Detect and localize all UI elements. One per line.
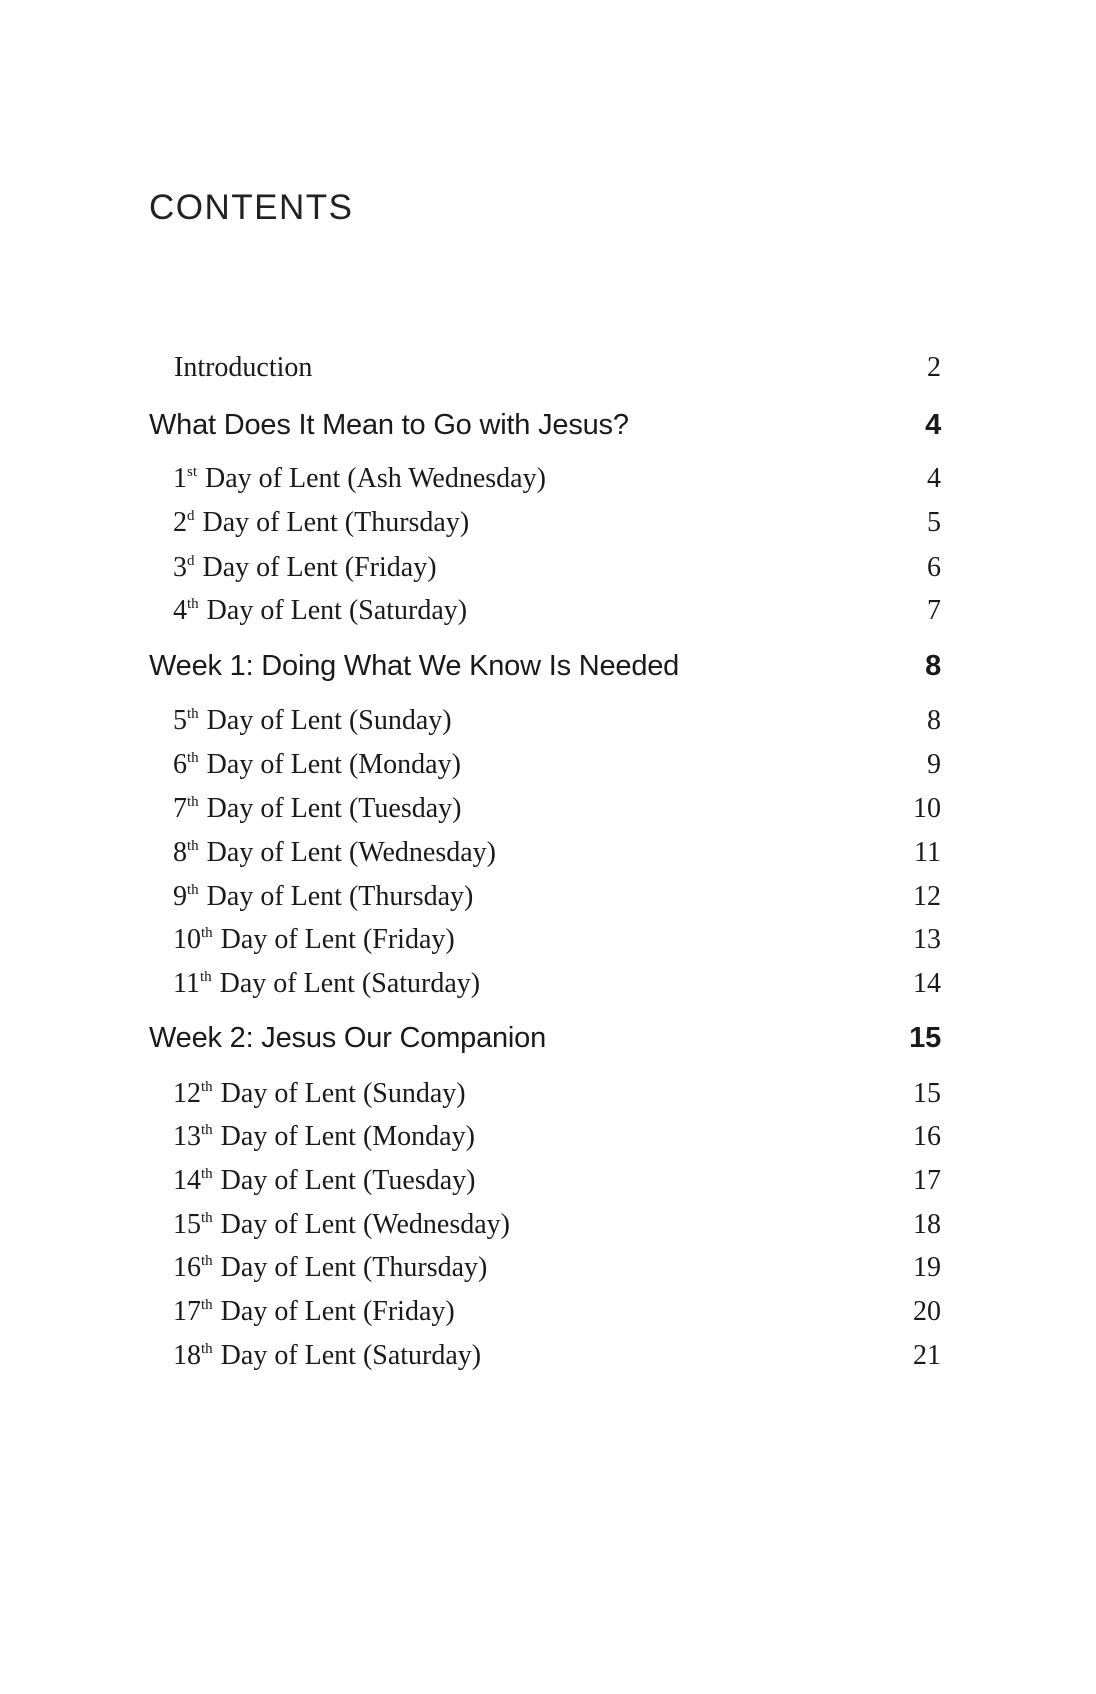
toc-entry-introduction[interactable] bbox=[149, 352, 941, 384]
toc-entry[interactable]: 14th Day of Lent (Tuesday) 17 bbox=[173, 1165, 941, 1196]
toc-page-number: 12 bbox=[913, 881, 941, 912]
toc-section-week-1[interactable] bbox=[149, 650, 941, 683]
toc-page-number: 6 bbox=[927, 552, 941, 583]
toc-page-number: 8 bbox=[925, 650, 941, 682]
toc-entry-label: Day of Lent (Wednesday) bbox=[199, 837, 496, 868]
toc-entry[interactable]: 5th Day of Lent (Sunday) 8 bbox=[173, 705, 941, 736]
toc-entry[interactable]: 3$^d$ Day of Lent (Friday) 6 bbox=[173, 552, 941, 583]
toc-entry-label: Day of Lent (Saturday) bbox=[199, 595, 468, 626]
toc-page-number: 9 bbox=[927, 749, 941, 780]
toc-entry[interactable]: 10th Day of Lent (Friday) 13 bbox=[173, 924, 941, 955]
toc-section-label: Week 1: Doing What We Know Is Needed bbox=[149, 650, 680, 682]
toc-entry-label: Day of Lent (Saturday) bbox=[213, 1340, 482, 1371]
toc-entry-label: Day of Lent (Monday) bbox=[199, 749, 461, 780]
toc-entry[interactable]: 12th Day of Lent (Sunday) 15 bbox=[173, 1078, 941, 1109]
toc-page-number: 2 bbox=[927, 352, 941, 383]
toc-entry-label: Day of Lent (Tuesday) bbox=[199, 793, 462, 824]
toc-page-number: 4 bbox=[925, 409, 941, 441]
toc-page-number: 18 bbox=[913, 1209, 941, 1240]
toc-page-number: 16 bbox=[913, 1121, 941, 1152]
toc-entry[interactable]: 4th Day of Lent (Saturday) 7 bbox=[173, 595, 941, 626]
toc-page-number: 21 bbox=[913, 1340, 941, 1371]
toc-entry-label: Day of Lent (Friday) bbox=[213, 924, 455, 955]
toc-entry[interactable]: 2$^d$ Day of Lent (Thursday) 5 bbox=[173, 507, 941, 538]
toc-entry-label: Day of Lent (Tuesday) bbox=[213, 1165, 476, 1196]
toc-entry-label: Day of Lent (Friday) bbox=[195, 552, 437, 583]
toc-page-number: 7 bbox=[927, 595, 941, 626]
toc-entry[interactable]: 17th Day of Lent (Friday) 20 bbox=[173, 1296, 941, 1327]
toc-page-number: 8 bbox=[927, 705, 941, 736]
toc-entry-label: Day of Lent (Thursday) bbox=[199, 881, 474, 912]
toc-page-number: 15 bbox=[913, 1078, 941, 1109]
toc-entry-label: Day of Lent (Saturday) bbox=[212, 968, 481, 999]
toc-entry[interactable]: 11th Day of Lent (Saturday) 14 bbox=[173, 968, 941, 999]
toc-section-what-does-it-mean[interactable] bbox=[149, 409, 941, 442]
toc-entry-label: Day of Lent (Thursday) bbox=[195, 507, 470, 538]
page-title: CONTENTS bbox=[149, 188, 354, 227]
toc-entry[interactable]: 1st Day of Lent (Ash Wednesday) 4 bbox=[173, 463, 941, 494]
toc-page-number: 19 bbox=[913, 1252, 941, 1283]
toc-entry-label: Day of Lent (Sunday) bbox=[199, 705, 452, 736]
toc-entry[interactable]: 16th Day of Lent (Thursday) 19 bbox=[173, 1252, 941, 1283]
toc-page-number: 13 bbox=[913, 924, 941, 955]
toc-entry-label: Day of Lent (Wednesday) bbox=[213, 1209, 510, 1240]
toc-page-number: 4 bbox=[927, 463, 941, 494]
toc-entry[interactable]: 8th Day of Lent (Wednesday) 11 bbox=[173, 837, 941, 868]
toc-section-week-2[interactable] bbox=[149, 1022, 941, 1055]
toc-entry[interactable]: 18th Day of Lent (Saturday) 21 bbox=[173, 1340, 941, 1371]
toc-section-label: Week 2: Jesus Our Companion bbox=[149, 1022, 547, 1054]
toc-page-number: 14 bbox=[913, 968, 941, 999]
toc-entry[interactable]: 13th Day of Lent (Monday) 16 bbox=[173, 1121, 941, 1152]
toc-entry-label: Day of Lent (Ash Wednesday) bbox=[198, 463, 546, 494]
toc-section-label: What Does It Mean to Go with Jesus? bbox=[149, 409, 629, 441]
toc-entry-label: Day of Lent (Friday) bbox=[213, 1296, 455, 1327]
toc-entry[interactable]: 7th Day of Lent (Tuesday) 10 bbox=[173, 793, 941, 824]
toc-entry-label: Day of Lent (Sunday) bbox=[213, 1078, 466, 1109]
toc-page-number: 10 bbox=[913, 793, 941, 824]
toc-entry[interactable]: 6th Day of Lent (Monday) 9 bbox=[173, 749, 941, 780]
toc-page-number: 15 bbox=[909, 1022, 941, 1054]
toc-page-number: 11 bbox=[914, 837, 941, 868]
toc-page-number: 20 bbox=[913, 1296, 941, 1327]
toc-entry-label: Day of Lent (Thursday) bbox=[213, 1252, 488, 1283]
toc-entry[interactable]: 9th Day of Lent (Thursday) 12 bbox=[173, 881, 941, 912]
toc-entry[interactable]: 15th Day of Lent (Wednesday) 18 bbox=[173, 1209, 941, 1240]
toc-entry-label: Introduction bbox=[174, 352, 313, 383]
toc-page-number: 5 bbox=[927, 507, 941, 538]
toc-page-number: 17 bbox=[913, 1165, 941, 1196]
toc-entry-label: Day of Lent (Monday) bbox=[213, 1121, 475, 1152]
